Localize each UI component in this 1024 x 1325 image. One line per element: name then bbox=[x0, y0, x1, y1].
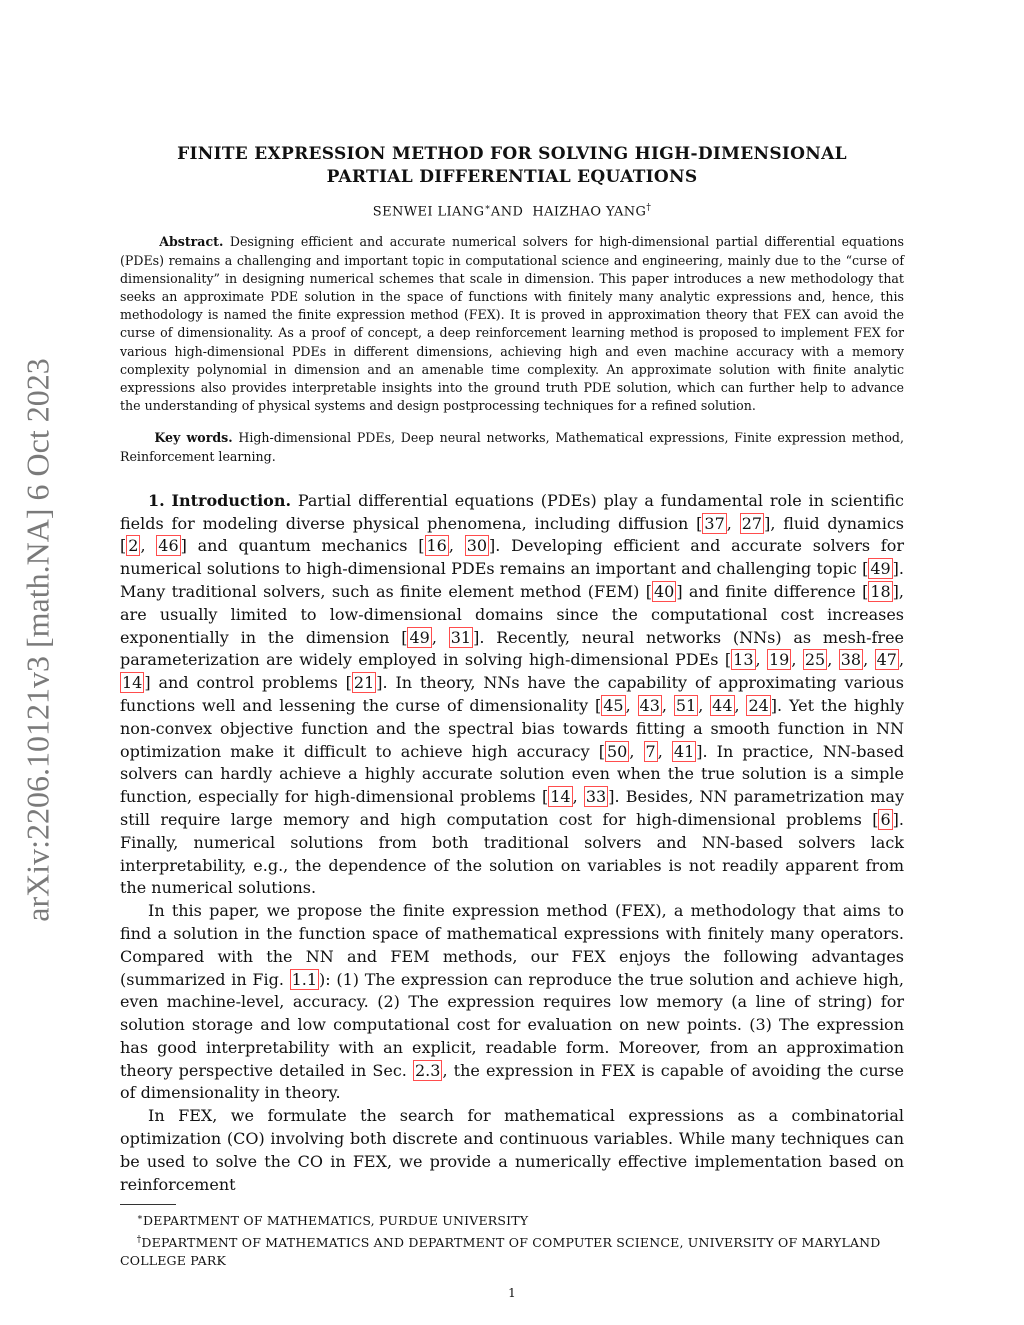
text-run: ], fluid dynamics [ bbox=[120, 513, 905, 556]
paper-title bbox=[120, 143, 904, 189]
citation-link[interactable]: 21 bbox=[353, 673, 375, 693]
text-run: ]. In practice, NN-based solvers can hardly achieve a highly accurate solution even when the true solution is a simple function, especially for high-dimensional problems [ bbox=[120, 741, 905, 807]
text-run: ], are usually limited to low-dimensional domains since the computational cost increases exponentially in the dimension [ bbox=[120, 581, 904, 647]
figure-reference-link[interactable]: 1.1 bbox=[291, 969, 318, 989]
citation-link[interactable]: 50 bbox=[607, 741, 628, 761]
paragraph bbox=[120, 900, 904, 1105]
paper-page bbox=[120, 143, 904, 1300]
text-run: ]. Yet the highly non-convex objective function and the spectral bias towards fitting a smooth function in NN optimization make it difficult to achieve high accuracy [ bbox=[120, 695, 905, 761]
text-run: , bbox=[625, 695, 638, 715]
text-run: ]. Developing efficient and accurate solvers for numerical solutions to high-dimensional PDEs remains an important and challenging topic [ bbox=[120, 536, 904, 579]
keywords-label: Key words. bbox=[154, 430, 233, 446]
citation-link[interactable]: 14 bbox=[550, 787, 571, 807]
page-number: 1 bbox=[508, 1285, 516, 1300]
text-run: , bbox=[726, 513, 740, 533]
text-run: ]. In theory, NNs have the capability of approximating various functions well and lessening the curse of dimensionality [ bbox=[120, 673, 905, 715]
text-run: , bbox=[791, 650, 803, 670]
arxiv-id-text: arXiv:2206.10121v3 [math.NA] 6 Oct 2023 bbox=[19, 358, 56, 922]
text-run: , bbox=[698, 695, 711, 715]
authors-conjunction: AND bbox=[490, 204, 524, 220]
section-reference-link[interactable]: 2.3 bbox=[415, 1060, 441, 1080]
text-run: , bbox=[140, 536, 157, 556]
text-run: , bbox=[431, 627, 449, 647]
citation-link[interactable]: 18 bbox=[870, 581, 891, 601]
text-run: , bbox=[755, 650, 767, 670]
citation-link[interactable]: 25 bbox=[804, 650, 826, 670]
citation-link[interactable]: 2 bbox=[128, 536, 139, 556]
footnote-text: DEPARTMENT OF MATHEMATICS, PURDUE UNIVERSITY bbox=[143, 1213, 529, 1229]
citation-link[interactable]: 30 bbox=[466, 536, 488, 556]
text-run: ]. Besides, NN parametrization may still require large memory and high computation cost for high-dimensional problems [ bbox=[120, 787, 904, 829]
citation-link[interactable]: 6 bbox=[880, 809, 891, 829]
text-run: , bbox=[827, 650, 839, 670]
citation-link[interactable]: 44 bbox=[712, 695, 733, 715]
section-number: 1. bbox=[148, 490, 165, 510]
text-run: ] and finite difference [ bbox=[676, 581, 869, 601]
footnote bbox=[120, 1209, 904, 1230]
text-run: , bbox=[657, 741, 672, 761]
footnote-divider bbox=[120, 1204, 176, 1205]
title-line-2: PARTIAL DIFFERENTIAL EQUATIONS bbox=[326, 167, 698, 187]
title-line-1: FINITE EXPRESSION METHOD FOR SOLVING HIGH-DIMENSIONAL bbox=[177, 144, 847, 164]
text-run: , bbox=[734, 695, 747, 715]
author-footnote-mark: ∗ bbox=[484, 203, 491, 213]
citation-link[interactable]: 43 bbox=[639, 695, 660, 715]
citation-link[interactable]: 49 bbox=[409, 627, 430, 647]
citation-link[interactable]: 33 bbox=[585, 787, 607, 807]
citation-link[interactable]: 14 bbox=[122, 673, 143, 693]
citation-link[interactable]: 45 bbox=[603, 695, 624, 715]
footnote-mark: ∗ bbox=[136, 1213, 144, 1224]
section-title: Introduction. bbox=[171, 490, 292, 510]
text-run: , bbox=[629, 741, 644, 761]
author-name: HAIZHAO YANG bbox=[532, 204, 647, 220]
abstract bbox=[120, 233, 904, 415]
citation-link[interactable]: 27 bbox=[741, 513, 763, 533]
abstract-label: Abstract. bbox=[159, 234, 224, 250]
text-run: , bbox=[863, 650, 875, 670]
citation-link[interactable]: 24 bbox=[748, 695, 769, 715]
citation-link[interactable]: 40 bbox=[653, 581, 675, 601]
text-run: , bbox=[661, 695, 674, 715]
text-run: , bbox=[572, 787, 584, 807]
citation-link[interactable]: 37 bbox=[704, 513, 725, 533]
footnote-text: DEPARTMENT OF MATHEMATICS AND DEPARTMENT OF COMPUTER SCIENCE, UNIVERSITY OF MARYLAND COLLEGE PARK bbox=[120, 1234, 881, 1268]
citation-link[interactable]: 38 bbox=[840, 650, 862, 670]
citation-link[interactable]: 46 bbox=[158, 536, 179, 556]
paragraph: In FEX, we formulate the search for mathematical expressions as a combinatorial optimization (CO) involving both discrete and continuous variables. While many techniques can be used to solve the CO in FEX, we provide a numerically effective implementation based on reinforcement bbox=[120, 1106, 904, 1194]
paragraph bbox=[120, 490, 904, 900]
text-run: In this paper, we propose the finite expression method (FEX), a methodology that aims to find a solution in the function space of mathematical expressions with finitely many operators. Compared with the NN and FEM methods, our FEX enjoys the following advantages (summarized in Fig. bbox=[120, 901, 904, 989]
citation-link[interactable]: 41 bbox=[673, 741, 695, 761]
abstract-text: Designing efficient and accurate numerical solvers for high-dimensional partial differential equations (PDEs) remains a challenging and important topic in computational science and engineering, mainly due to the “curse of dimensionality” in designing numerical schemes that scale in dimension. This paper introduces a new methodology that seeks an approximate PDE solution in the space of functions with finitely many analytic expressions and, hence, this methodology is named the finite expression method (FEX). It is proved in approximation theory that FEX can avoid the curse of dimensionality. As a proof of concept, a deep reinforcement learning method is proposed to implement FEX for various high-dimensional PDEs in different dimensions, achieving high and even machine accuracy with a memory complexity polynomial in dimension and an amenable time complexity. An approximate solution with finite analytic expressions also provides interpretable insights into the ground truth PDE solution, which can further help to advance the understanding of physical systems and design postprocessing techniques for a refined solution. bbox=[120, 234, 904, 414]
text-run: Partial differential equations (PDEs) play a fundamental role in scientific fields for modeling diverse physical phenomena, including diffusion [ bbox=[120, 490, 904, 533]
author-name: SENWEI LIANG bbox=[372, 204, 485, 220]
author-footnote-mark: † bbox=[646, 203, 652, 213]
arxiv-identifier-stamp bbox=[8, 320, 68, 960]
citation-link[interactable]: 51 bbox=[675, 695, 697, 715]
text-run: , bbox=[448, 536, 465, 556]
text-run: , the expression in FEX is capable of avoiding the curse of dimensionality in theory. bbox=[120, 1060, 904, 1103]
keywords-text: High-dimensional PDEs, Deep neural networks, Mathematical expressions, Finite expression method, Reinforcement learning. bbox=[120, 430, 904, 464]
keywords bbox=[120, 429, 904, 465]
text-run: ): (1) The expression can reproduce the true solution and achieve high, even machine-level, accuracy. (2) The expression requires low memory (a line of string) for solution storage and low computational cost for evaluation on new points. (3) The expression has good interpretability with an explicit, readable form. Moreover, from an approximation theory perspective detailed in Sec. bbox=[120, 969, 904, 1080]
citation-link[interactable]: 19 bbox=[769, 650, 790, 670]
citation-link[interactable]: 16 bbox=[426, 536, 447, 556]
text-run: ]. Recently, neural networks (NNs) as mesh-free parameterization are widely employed in solving high-dimensional PDEs [ bbox=[120, 627, 905, 670]
citation-link[interactable]: 47 bbox=[876, 650, 897, 670]
footnote-mark: † bbox=[136, 1234, 142, 1245]
author-list bbox=[120, 203, 904, 219]
text-run: ]. Many traditional solvers, such as finite element method (FEM) [ bbox=[120, 559, 904, 601]
text-run: ] and quantum mechanics [ bbox=[180, 536, 425, 556]
citation-link[interactable]: 49 bbox=[870, 559, 891, 579]
citation-link[interactable]: 13 bbox=[733, 650, 754, 670]
text-run: ] and control problems [ bbox=[144, 673, 352, 693]
text-run: ]. Finally, numerical solutions from both traditional solvers and NN-based solvers lack interpretability, e.g., the dependence of the solution on variables is not readily apparent from the numerical solutions. bbox=[120, 809, 904, 898]
text-run: , bbox=[898, 650, 905, 670]
introduction-section bbox=[120, 490, 904, 1197]
footnotes bbox=[120, 1209, 904, 1269]
footnote bbox=[120, 1231, 904, 1270]
citation-link[interactable]: 31 bbox=[450, 627, 472, 647]
citation-link[interactable]: 7 bbox=[645, 741, 656, 761]
